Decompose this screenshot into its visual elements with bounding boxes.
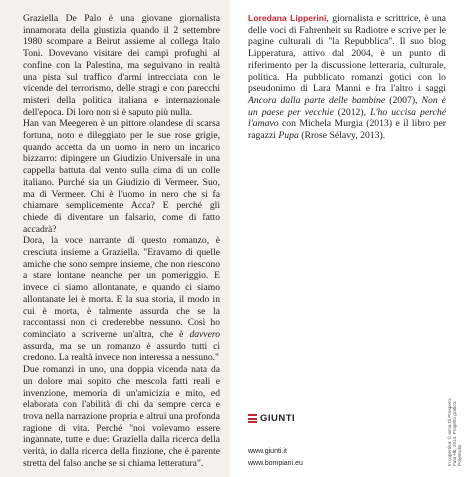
book-rest-3: con Michela Murgia (2013) e il libro per ragazzi <box>248 118 446 142</box>
book-year-2: (2012), <box>333 106 371 118</box>
publisher-urls <box>248 446 303 470</box>
synopsis-paragraph-4: Due romanzi in uno, una doppia vicenda nata da un dolore mai sopito che mescola fatti reali e invenzione, memoria di un'amicizia e mito, ed elaborata con l'abilità di chi da sempre cerca e trova nella narrazione propria e altrui una profonda ragione di vita. Perché "noi volevamo essere ingannate, tutte e due: Graziella dalla ricerca della verità, io dalla ricerca della finzione, che è parente stretta del falso anche se si chiama letteratura". <box>23 364 220 469</box>
giunti-logo-icon <box>248 414 257 423</box>
publisher-name: GIUNTI <box>260 413 296 424</box>
book-title-2: Non è un paese per vecchie <box>248 94 446 118</box>
book-title-3: L'ho uccisa perché l'amavo <box>248 106 446 130</box>
synopsis-paragraph-3-end: assurda, ma se un romanzo è assurdo tutti ci credono. La realtà invece non interessa a nessuno." <box>23 340 220 364</box>
bompiani-website-link[interactable]: www.bompiani.eu <box>248 460 303 467</box>
book-rest-4: (Rrose Sélavy, 2013). <box>298 130 386 142</box>
author-bio <box>248 13 446 142</box>
cover-credits: In copertina: © anna Di Prospero, Fata Hb, 2014. Progetto grafico: Polystudio <box>447 397 463 466</box>
book-title-4: Pupa <box>278 130 299 142</box>
synopsis-paragraph-3 <box>23 235 220 364</box>
synopsis-italic-word: davvero <box>189 328 220 340</box>
synopsis-column <box>0 0 230 477</box>
synopsis-paragraph-3-text: Dora, la voce narrante di questo romanzo, è cresciuta insieme a Graziella. "Eravamo di quelle amiche che sono sempre insieme, che non riescono a stare lontane neanche per un pomeriggio. E invece ci siamo allontanate, e quando ci siamo allontanate lei è morta. E la sua storia, il modo in cui è morta, è talmente assurda che se la raccontassi non ci crederebbe nessuno. Così ho cominciato a scriverne un'altra, che è <box>23 235 220 340</box>
giunti-website-link[interactable]: www.giunti.it <box>248 448 287 455</box>
bio-text-1: , giornalista e scrittrice, è una delle voci di Fahrenheit su Radiotre e scrive per le pagine culturali di "la Repubblica". Il suo blog Lipperatura, attivo dal 2004, è un punto di riferimento per la discussione letteraria, culturale, politica. Ha pubblicato romanzi gotici con lo pseudonimo di Lara Manni e fra l'altro i saggi <box>248 13 446 95</box>
synopsis-paragraph-1: Graziella De Palo è una giovane giornalista innamorata della giustizia quando il 2 settembre 1980 scompare a Beirut assieme al collega Italo Toni. Dovevano visitare dei campi profughi al confine con la Palestina, ma seguivano in realtà una pista sul traffico d'armi intrecciata con le vicende del terrorismo, delle stragi e con parecchi misteri della politica italiana e internazionale dell'epoca. Di loro non si è saputo più nulla. <box>23 13 220 118</box>
book-title-1: Ancora dalla parte delle bambine <box>248 94 386 106</box>
author-name: Loredana Lipperini <box>248 13 327 23</box>
synopsis-paragraph-2: Han van Meegeren è un pittore olandese di scarsa fortuna, noto e dileggiato per le sue rose grigie, quando accetta da un uomo in nero un incarico bizzarro: dipingere un Giudizio Universale in una cappella battuta dal vento sulla cima di un colle italiano. Purché sia un Giudizio di Vermeer. Suo, ma di Vermeer. Chi è l'uomo in nero che si fa chiamare semplicemente Acca? E perché gli chiede di diventare un falsario, come di fatto accadrà? <box>23 118 220 235</box>
author-bio-column <box>230 0 464 477</box>
publisher-logo <box>248 413 295 424</box>
book-year-1: (2007), <box>385 94 422 106</box>
